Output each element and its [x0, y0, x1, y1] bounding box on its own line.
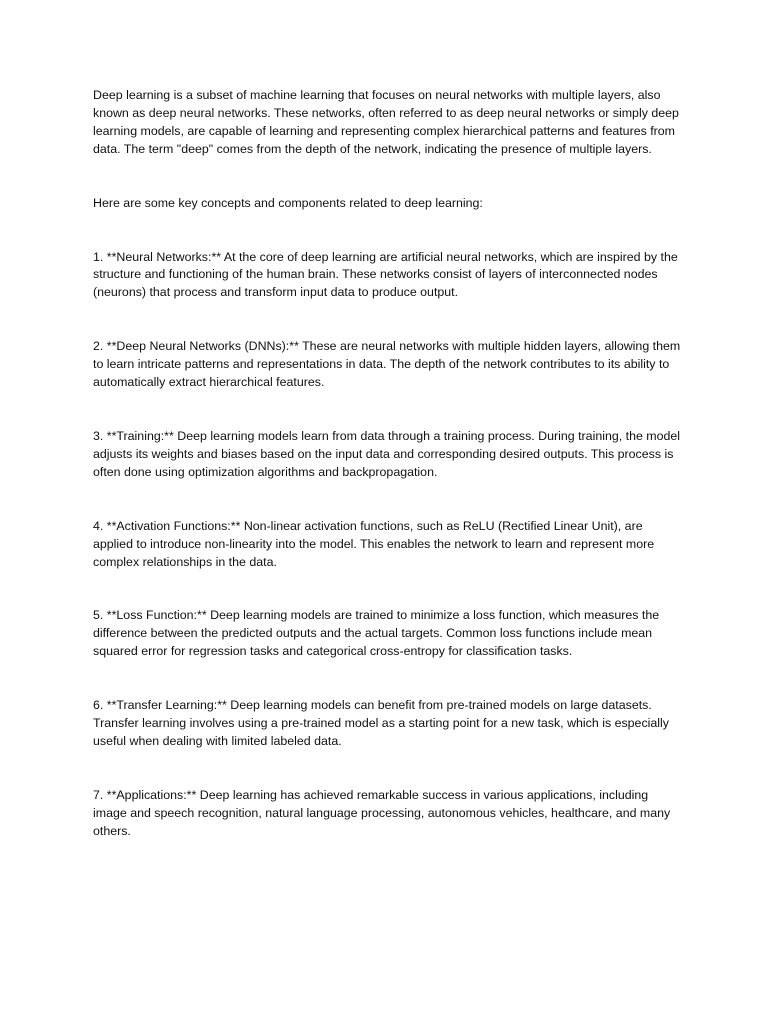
list-item-activation-functions: 4. **Activation Functions:** Non-linear activation functions, such as ReLU (Rectified Linear Unit), are applied to introduce non-linearity into the model. This enables the network to learn and represent more complex relationships in the data.: [93, 518, 655, 569]
document-body: [93, 87, 683, 877]
list-item-applications: 7. **Applications:** Deep learning has achieved remarkable success in various applications, including image and speech recognition, natural language processing, autonomous vehicles, healthcare, and many others.: [93, 787, 671, 838]
list-item-deep-neural-networks: 2. **Deep Neural Networks (DNNs):** These are neural networks with multiple hidden layers, allowing them to learn intricate patterns and representations in data. The depth of the network contributes to its ability to automatically extract hierarchical features.: [93, 339, 681, 390]
list-item-loss-function: 5. **Loss Function:** Deep learning models are trained to minimize a loss function, which measures the difference between the predicted outputs and the actual targets. Common loss functions include mean squared error for regression tasks and categorical cross-entropy for classification tasks.: [93, 608, 660, 659]
intro-paragraph: Deep learning is a subset of machine learning that focuses on neural networks with multiple layers, also known as deep neural networks. These networks, often referred to as deep neural networks or simply deep learning models, are capable of learning and representing complex hierarchical patterns and features from data. The term "deep" comes from the depth of the network, indicating the presence of multiple layers.: [93, 88, 679, 156]
key-concepts-intro: Here are some key concepts and components related to deep learning:: [93, 195, 483, 210]
list-item-neural-networks: 1. **Neural Networks:** At the core of deep learning are artificial neural networks, which are inspired by the structure and functioning of the human brain. These networks consist of layers of interconnected nodes (neurons) that process and transform input data to produce output.: [93, 249, 678, 300]
list-item-transfer-learning: 6. **Transfer Learning:** Deep learning models can benefit from pre-trained models on large datasets. Transfer learning involves using a pre-trained model as a starting point for a new task, which is especially useful when dealing with limited labeled data.: [93, 698, 669, 748]
list-item-training: 3. **Training:** Deep learning models learn from data through a training process. During training, the model adjusts its weights and biases based on the input data and corresponding desired outputs. This process is often done using optimization algorithms and backpropagation.: [93, 428, 681, 479]
